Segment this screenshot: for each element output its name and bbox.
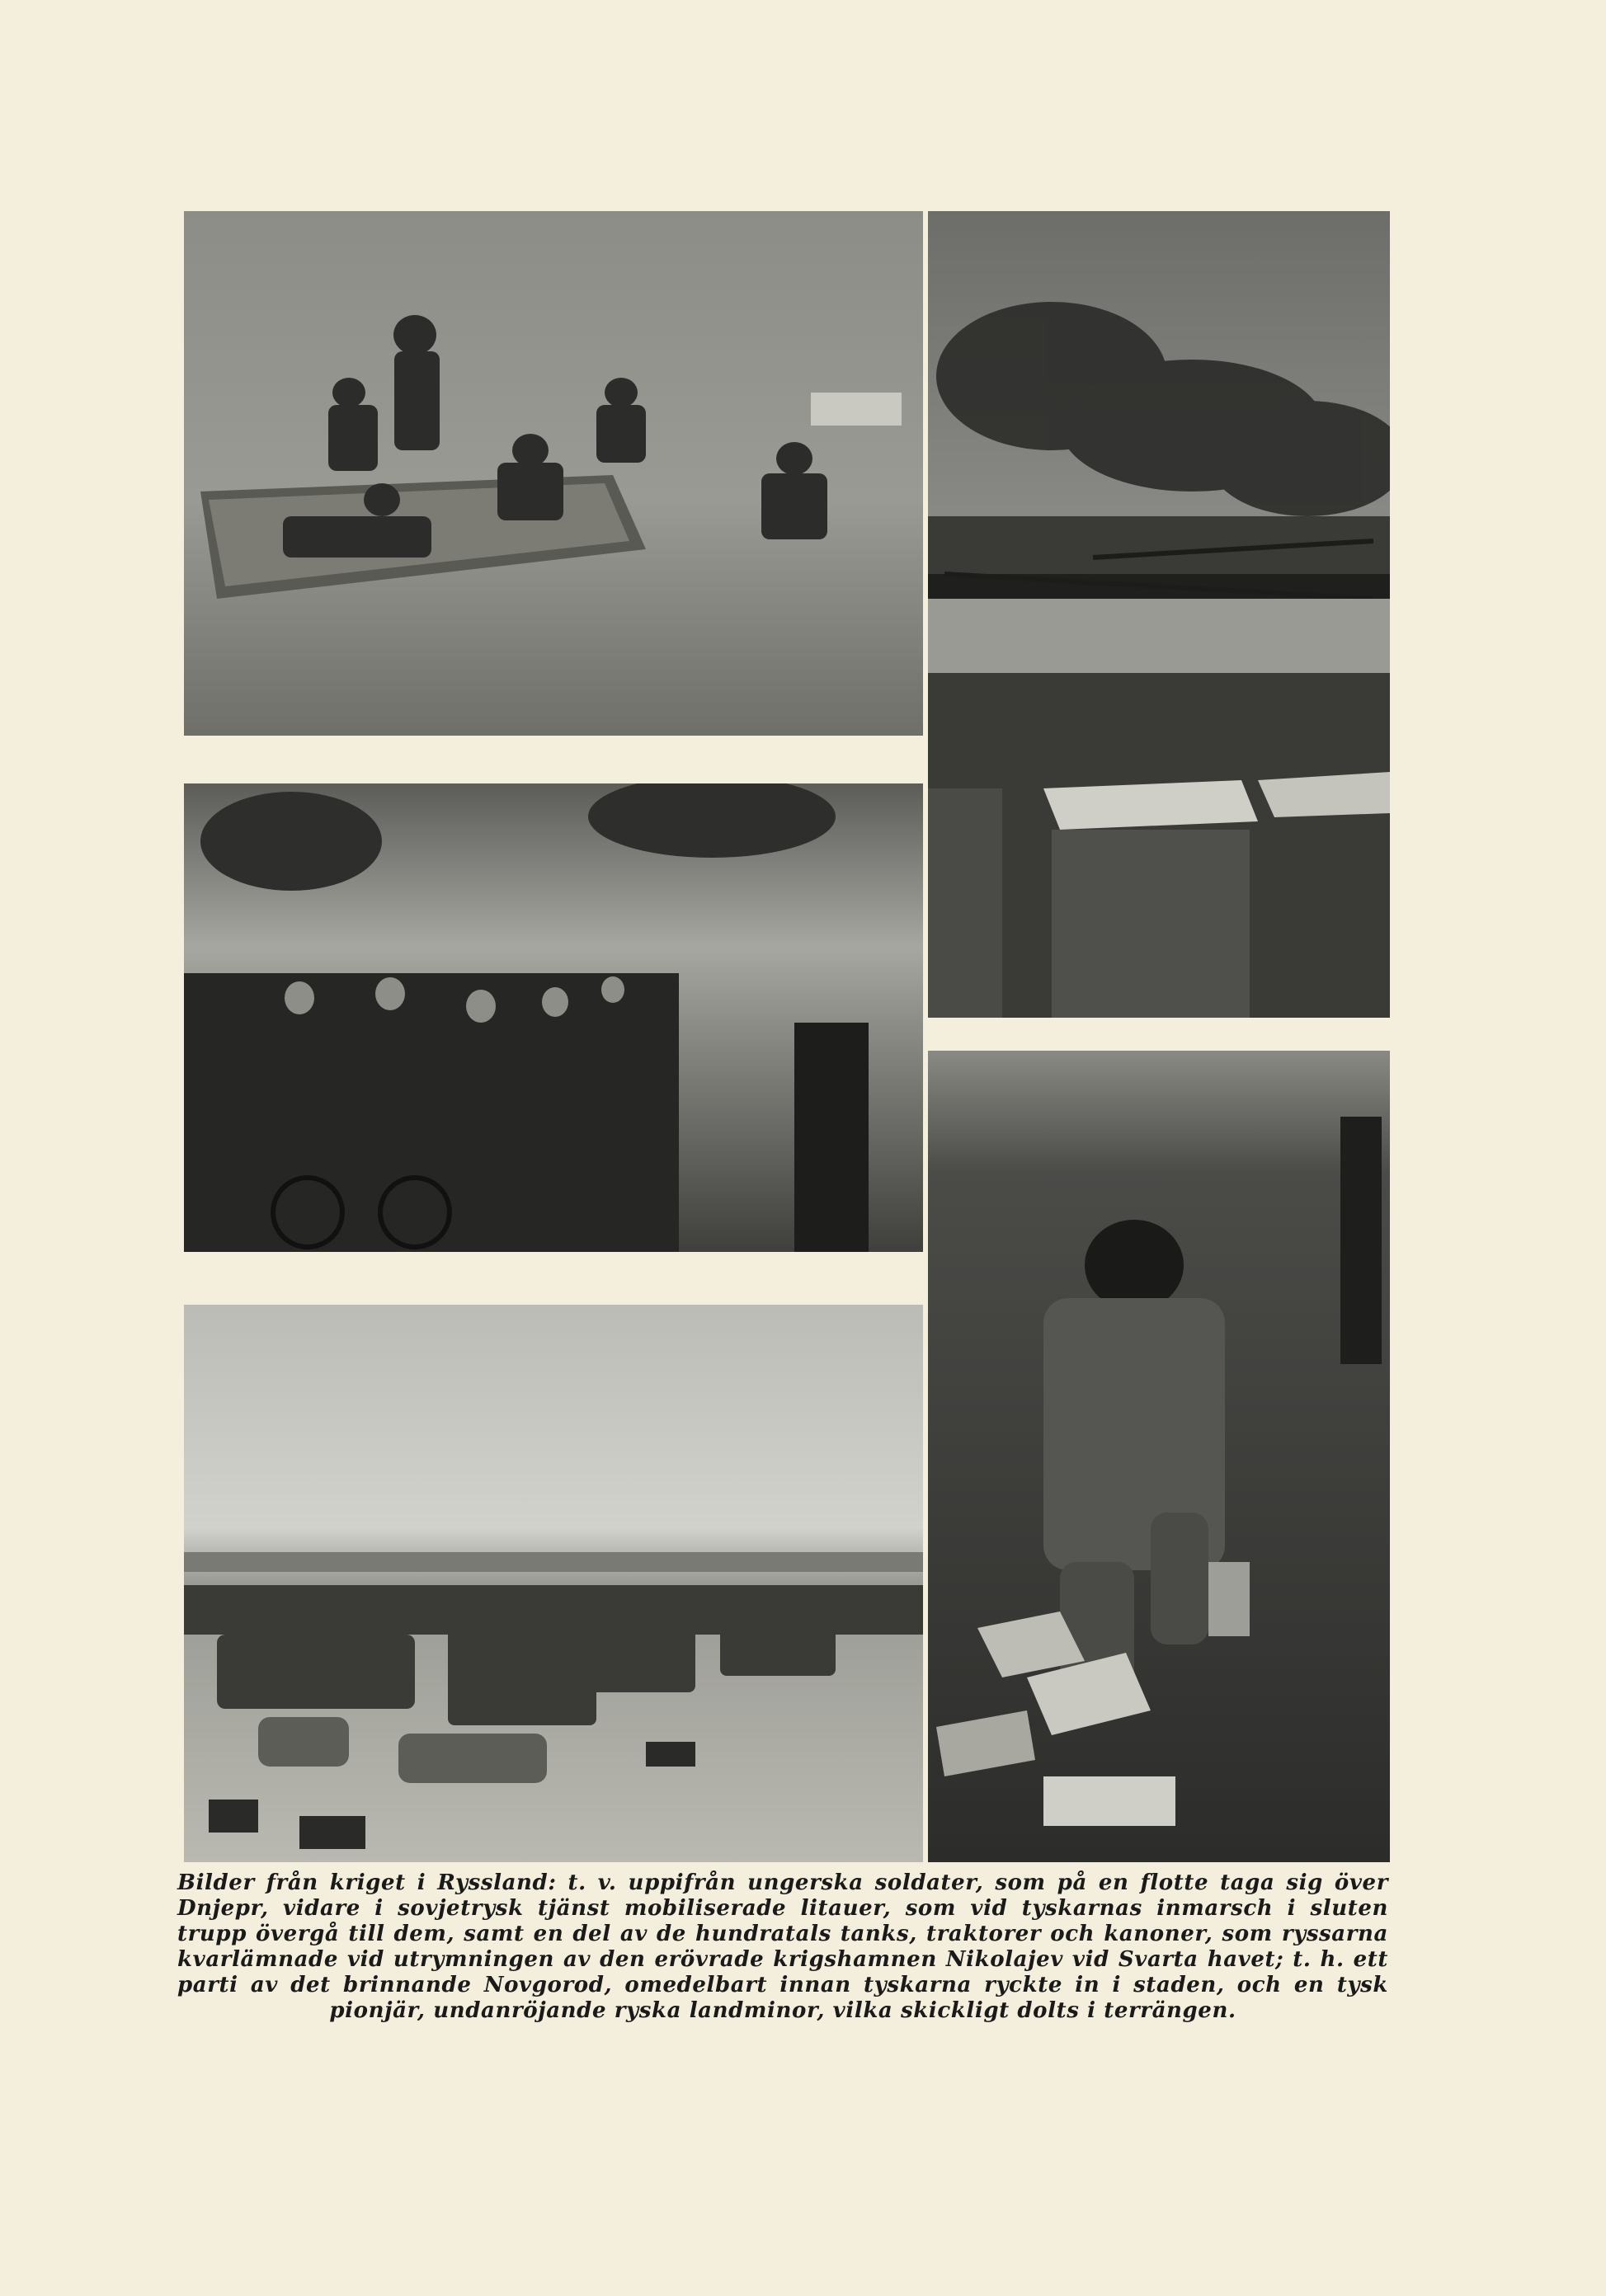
photo-burning-novgorod bbox=[928, 211, 1390, 1018]
photo-pioneer-mines bbox=[928, 1051, 1390, 1862]
photo-raft-soldiers bbox=[184, 211, 923, 736]
photo-caption: Bilder från kriget i Ryssland: t. v. uppifrån ungerska soldater, som på en flotte taga sig över Dnjepr, vidare i sovjetrysk tjänst mobiliserade litauer, som vid tyskarnas inmarsch i sluten trupp övergå till dem, samt en del av de hundratals tanks, traktorer och kanoner, som ryssarna kvarlämnade vid utrymningen av den erövrade krigshamnen Nikolajev vid Svarta havet; t. h. ett parti av det brinnande Novgorod, omedelbart innan tyskarna ryckte in i staden, och en tysk pionjär, undanröjande ryska landminor, vilka skickligt dolts i terrängen. bbox=[177, 1870, 1388, 2023]
photo-abandoned-tanks bbox=[184, 1305, 923, 1862]
photo-marching-troops bbox=[184, 783, 923, 1252]
